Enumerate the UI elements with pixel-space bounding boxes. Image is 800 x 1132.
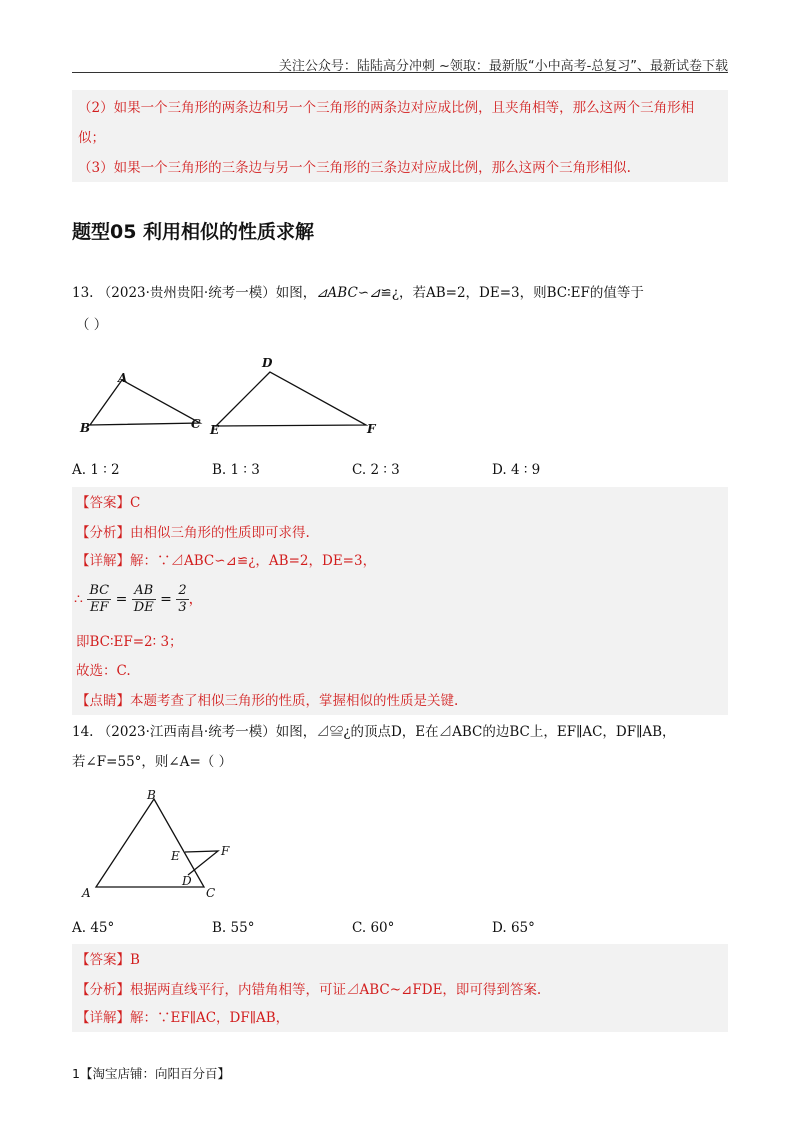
q13-stem [72, 283, 644, 303]
q14-option-c: C. 60° [352, 920, 395, 936]
label-e: E [210, 423, 220, 437]
q13-detail-1: 【详解】解：∵⊿ABC∽⊿≌¿，AB=2，DE=3， [76, 553, 377, 569]
label-d: D [182, 874, 192, 888]
q14-option-b: B. 55° [212, 920, 255, 936]
page-footer: 1【淘宝店铺：向阳百分百】 [72, 1066, 230, 1081]
q14-solution-box [72, 944, 728, 1032]
q14-detail-1: 【详解】解：∵EF∥AC，DF∥AB， [76, 1010, 290, 1026]
q13-option-b: B. 1 ∶ 3 [212, 462, 260, 478]
triangle-abc [90, 380, 200, 425]
theorem-line-3: （3）如果一个三角形的三条边与另一个三角形的三条边对应成比例，那么这两个三角形相似. [78, 160, 631, 176]
label-c: C [191, 417, 201, 431]
q13-analysis: 【分析】由相似三角形的性质即可求得. [76, 525, 310, 541]
label-e: E [171, 849, 180, 863]
q13-solution-box [72, 487, 728, 715]
q13-detail-4: 故选：C. [76, 663, 131, 679]
label-f: F [367, 422, 376, 436]
theorem-box [72, 90, 728, 182]
q13-detail-fraction: ∴ $\frac{BC}{EF}$ = $\frac{AB}{DE}$ = $\frac{2}{3}$ ， [74, 583, 203, 615]
q13-paren: （ ） [76, 317, 108, 333]
section-title: 题型05 利用相似的性质求解 [72, 221, 315, 243]
label-c: C [206, 886, 216, 900]
q13-number: 13. [72, 285, 94, 301]
q13-detail-3: 即BC∶EF=2∶ 3； [76, 634, 183, 650]
q13-triangle: ⊿ABC∽⊿ [316, 285, 381, 301]
theorem-line-2: （2）如果一个三角形的两条边和另一个三角形的两条边对应成比例，且夹角相等，那么这两个三角形相 [78, 100, 695, 116]
theorem-line-2-cont: 似； [78, 130, 105, 146]
q14-option-a: A. 45° [72, 920, 115, 936]
label-f: F [221, 844, 230, 858]
q14-stem: 14. （2023·江西南昌·统考一模）如图，⊿≌¿的顶点D，E在⊿ABC的边BC上，EF∥AC，DF∥AB， [72, 724, 676, 740]
label-d: D [262, 356, 273, 370]
page-header-text: 关注公众号：陆陆高分冲刺 ~领取：最新版“小中高考-总复习”、最新试卷下载 [278, 59, 728, 74]
q13-figure [72, 355, 392, 440]
q13-glyph: ≌ [380, 285, 392, 301]
q13-answer: 【答案】C [76, 495, 141, 511]
header-divider [72, 72, 728, 73]
label-b: B [80, 421, 91, 435]
q13-option-d: D. 4 ∶ 9 [492, 462, 541, 478]
q13-source: （2023·贵州贵阳·统考一模）如图， [97, 285, 317, 301]
q14-figure [72, 785, 272, 905]
q13-given: ，若AB=2，DE=3，则BC∶EF的值等于 [398, 285, 644, 301]
q14-analysis: 【分析】根据两直线平行，内错角相等，可证⊿ABC~⊿FDE，即可得到答案. [76, 982, 542, 998]
q13-option-a: A. 1 ∶ 2 [72, 462, 120, 478]
q13-glitch: ¿ [391, 285, 399, 301]
label-a: A [118, 371, 128, 385]
label-a: A [82, 886, 91, 900]
label-b: B [147, 788, 156, 802]
q14-option-d: D. 65° [492, 920, 535, 936]
q13-option-c: C. 2 ∶ 3 [352, 462, 400, 478]
q14-answer: 【答案】B [76, 952, 140, 968]
triangle-def [216, 372, 366, 426]
q13-comment: 【点睛】本题考查了相似三角形的性质，掌握相似的性质是关键. [76, 693, 459, 709]
q14-stem-2: 若∠F=55°，则∠A=（ ） [72, 754, 233, 770]
